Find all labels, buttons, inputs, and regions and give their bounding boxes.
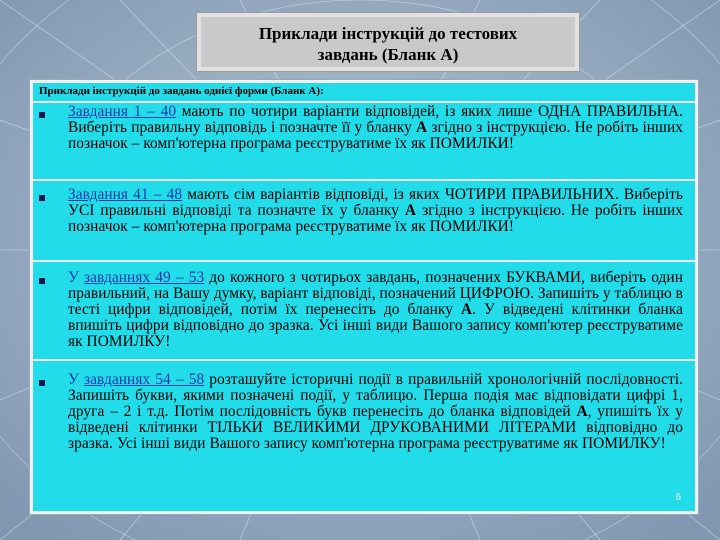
form-letter: А [416, 119, 428, 136]
task-range-link[interactable]: Завдання 41 – 48 [68, 186, 183, 203]
task-range-link[interactable]: завданнях 49 – 53 [84, 269, 205, 286]
text-prefix: У [68, 371, 85, 388]
text-prefix: У [68, 269, 85, 286]
text-part: мають сім варіантів відповіді, із яких ЧОТИРИ ПРАВИЛЬНИХ. Виберіть УСІ правильні відповіді та позначте їх у бланку [68, 186, 683, 219]
text-part: до кожного з чотирьох завдань, позначених БУКВАМИ, виберіть один правильний, на Вашу думку, варіант відповіді, позначений ЦИФРОЮ. Запишіть у таблицю в тесті цифри відповідей, потім їх перенесіть до бланку [68, 269, 683, 318]
bullet-icon [39, 278, 45, 284]
slide-title-line-2: завдань (Бланк А) [317, 45, 459, 64]
text-part: розташуйте історичні події в правильній хронологічній послідовності. Запишіть букви, якими позначені події, у таблицю. Перша подія має відповідати цифрі 1, друга – 2 і т.д. Потім послідовність букв перенесіть до бланка відповідей [68, 371, 683, 420]
list-item-text [68, 372, 683, 452]
bullet-icon [39, 195, 45, 201]
divider [33, 359, 695, 361]
slide-title-line-1: Приклади інструкцій до тестових [258, 24, 518, 43]
bullet-icon [39, 112, 45, 118]
form-letter: А [576, 403, 588, 420]
panel-heading: Приклади інструкцій до завдань однієї форми (Бланк А): [39, 85, 324, 97]
text-part: мають по чотири варіанти відповідей, із яких лише ОДНА ПРАВИЛЬНА. Виберіть правильну відповідь і позначте її у бланку [68, 103, 683, 136]
form-letter: А [404, 202, 417, 219]
text-part: згідно з інструкцією. Не робіть інших позначок – комп'ютерна програма реєструватиме їх як ПОМИЛКИ! [68, 202, 683, 235]
list-item-text [68, 187, 683, 235]
list-item-text [68, 104, 683, 152]
task-range-link[interactable]: Завдання 1 – 40 [68, 103, 177, 120]
task-range-link[interactable]: завданнях 54 – 58 [84, 371, 205, 388]
page-number: 6 [675, 492, 681, 503]
content-panel [30, 80, 698, 514]
text-part: згідно з інструкцією. Не робіть інших позначок – комп'ютерна програма реєструватиме їх як ПОМИЛКИ! [68, 119, 683, 152]
divider [33, 260, 695, 262]
text-part: , упишіть їх у відведені клітинки ТІЛЬКИ ВЕЛИКИМИ ДРУКОВАНИМИ ЛІТЕРАМИ відповідно до зразка. Усі інші види Вашого запису комп'ютерна програма реєструватиме як ПОМИЛКУ! [68, 403, 683, 452]
divider [33, 179, 695, 181]
bullet-icon [39, 380, 45, 386]
slide-title-box [196, 12, 580, 72]
form-letter: А [460, 301, 473, 318]
list-item-text [68, 270, 683, 350]
text-part: . У відведені клітинки бланка впишіть цифри відповідно до зразка. Усі інші види Вашого запису комп'ютер реєструватиме як ПОМИЛКУ! [68, 301, 683, 350]
